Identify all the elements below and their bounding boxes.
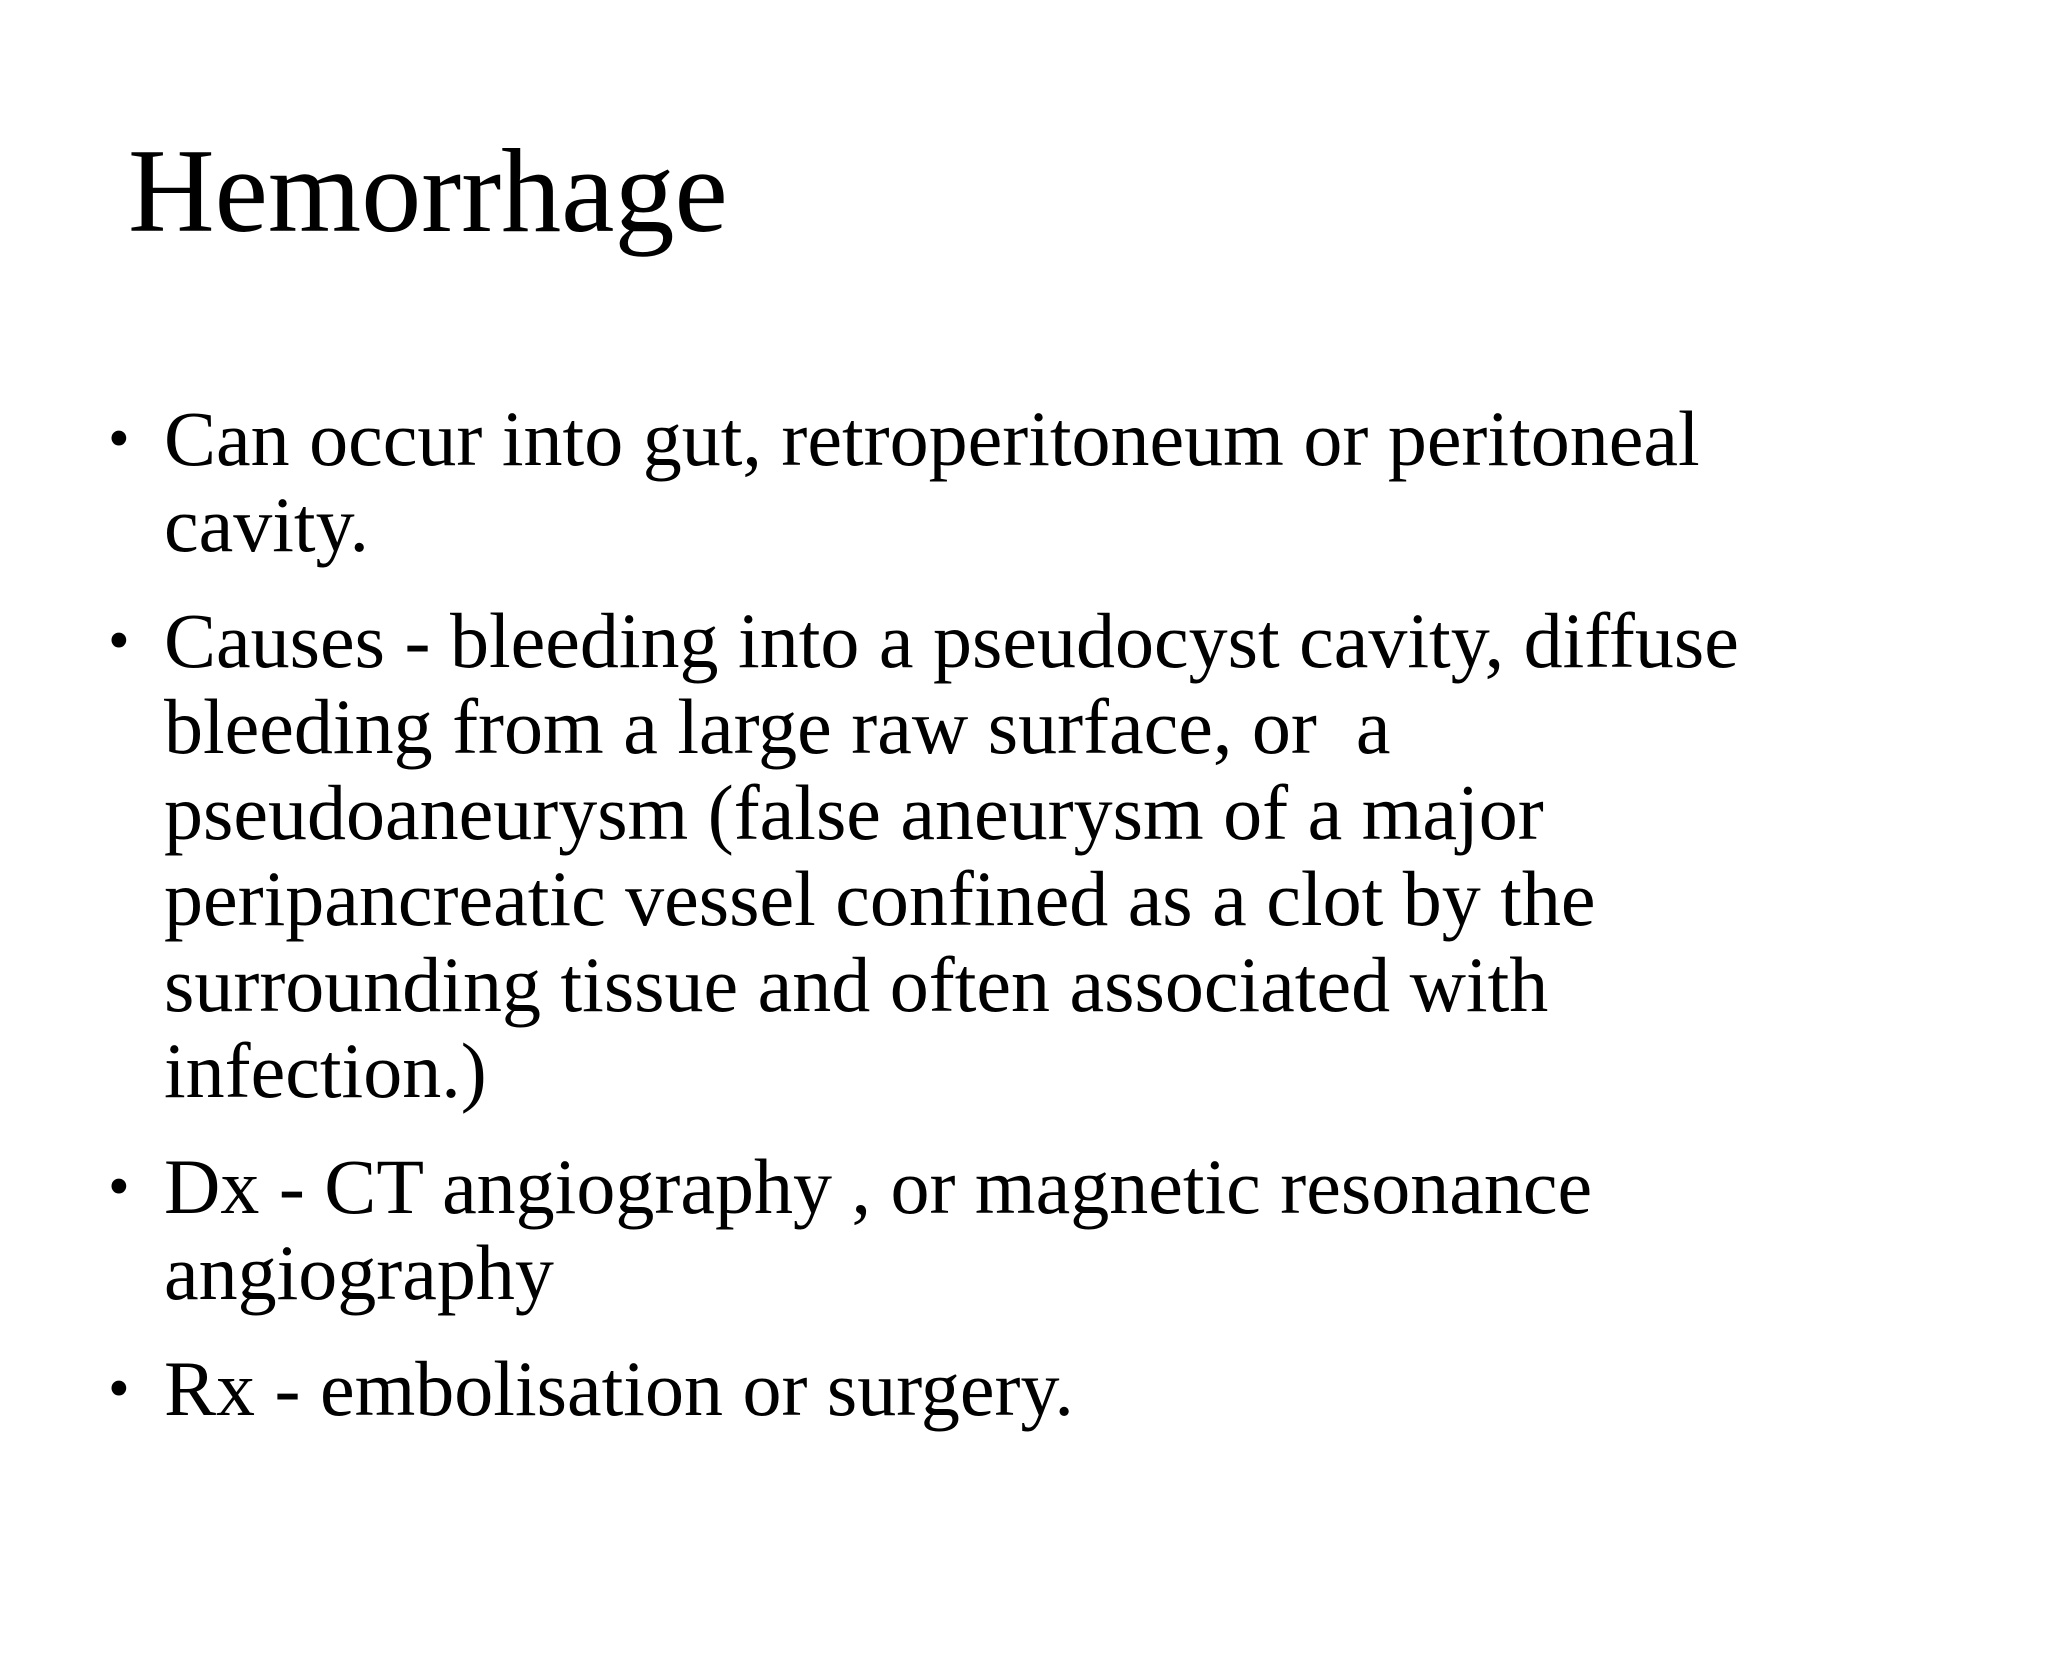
slide-title: Hemorrhage	[128, 124, 728, 257]
bullet-icon: •	[108, 405, 130, 473]
bullet-line: infection.)	[164, 1027, 487, 1114]
bullet-line: angiography	[164, 1229, 554, 1316]
bullet-line: surrounding tissue and often associated with	[164, 941, 1549, 1028]
bullet-icon: •	[108, 607, 130, 675]
bullet-line: cavity.	[164, 481, 370, 568]
bullet-line: bleeding from a large raw surface, or a	[164, 683, 1391, 770]
bullet-list	[108, 396, 1868, 1462]
bullet-line: Causes - bleeding into a pseudocyst cavity, diffuse	[164, 597, 1739, 684]
bullet-text	[164, 1346, 1868, 1432]
bullet-text	[164, 1144, 1868, 1316]
bullet-icon: •	[108, 1153, 130, 1221]
bullet-line: Dx - CT angiography , or magnetic resonance	[164, 1143, 1593, 1230]
bullet-text	[164, 396, 1868, 568]
bullet-item-diagnosis	[108, 1144, 1868, 1316]
bullet-line: Rx - embolisation or surgery.	[164, 1345, 1074, 1432]
bullet-text	[164, 598, 1868, 1114]
bullet-line: pseudoaneurysm (false aneurysm of a major	[164, 769, 1544, 856]
bullet-line: Can occur into gut, retroperitoneum or peritoneal	[164, 395, 1700, 482]
bullet-line: peripancreatic vessel confined as a clot by the	[164, 855, 1596, 942]
bullet-item-causes	[108, 598, 1868, 1114]
bullet-item-treatment	[108, 1346, 1868, 1432]
bullet-item-occurrence	[108, 396, 1868, 568]
bullet-icon: •	[108, 1355, 130, 1423]
